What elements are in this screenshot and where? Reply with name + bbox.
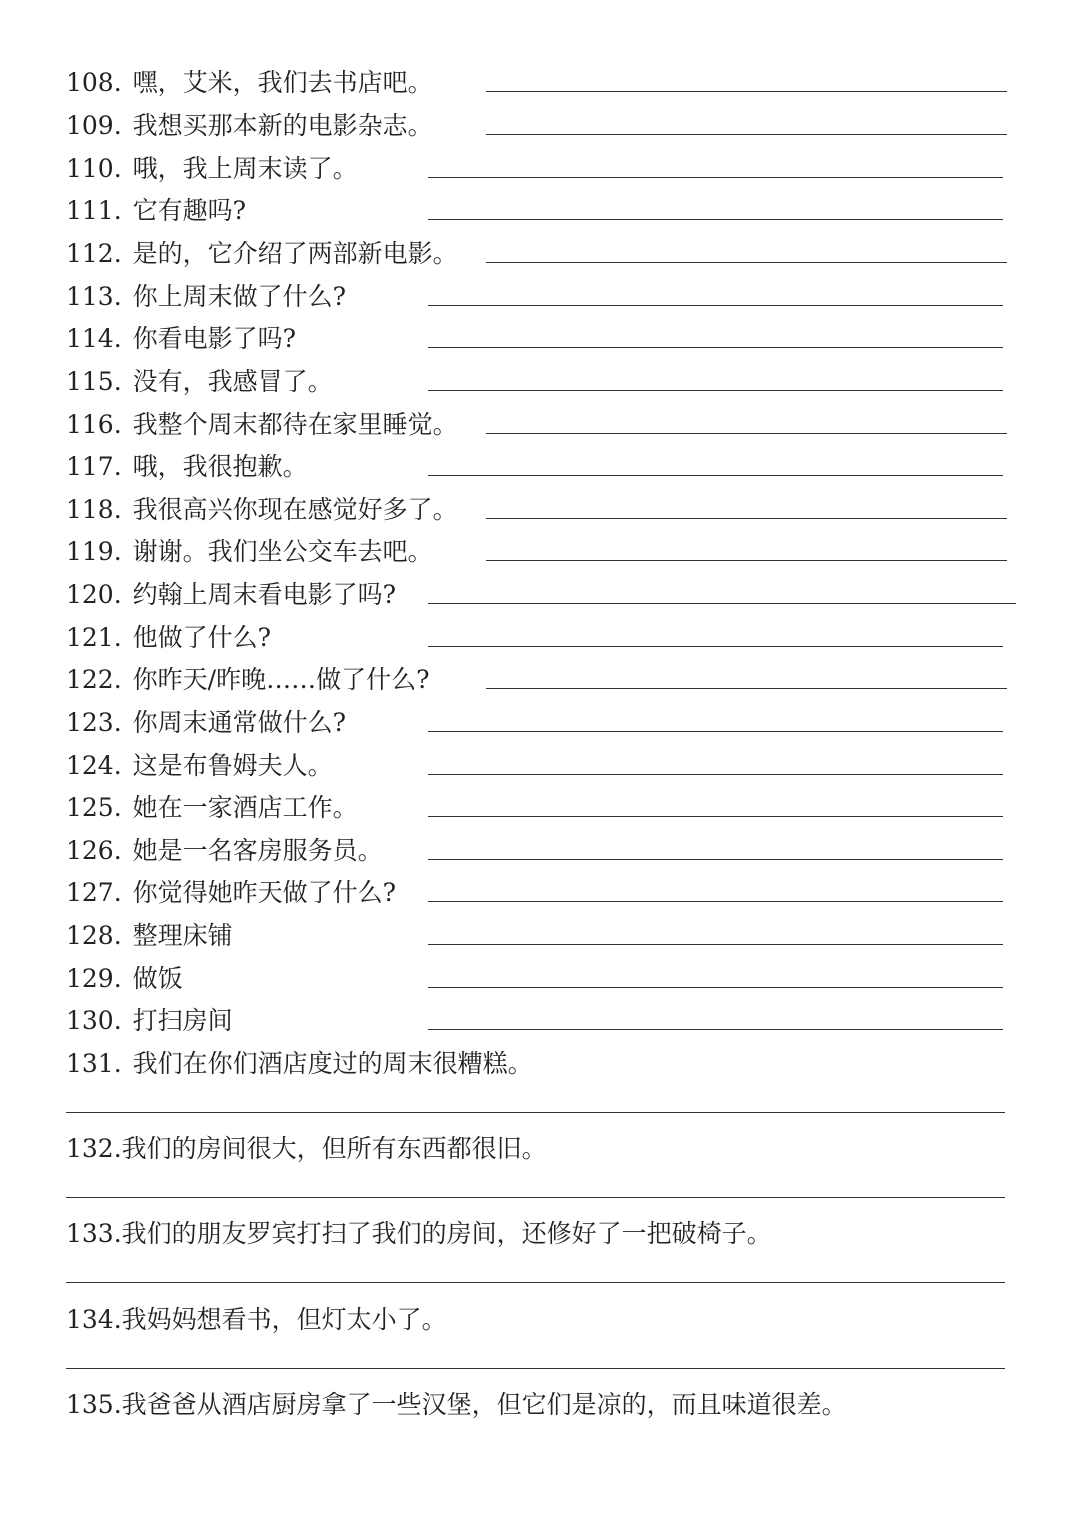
answer-blank-111[interactable] (428, 219, 1003, 220)
item-number: 120. (66, 580, 122, 609)
answer-blank-132[interactable] (66, 1197, 1005, 1198)
answer-blank-125[interactable] (428, 816, 1003, 817)
item-number: 132. (66, 1134, 122, 1163)
exercise-item-131 (66, 1047, 533, 1081)
answer-blank-121[interactable] (428, 646, 1003, 647)
answer-blank-131[interactable] (66, 1112, 1005, 1113)
answer-blank-120[interactable] (428, 603, 1016, 604)
item-text: 是的，它介绍了两部新电影。 (132, 239, 458, 268)
item-number: 121. (66, 623, 122, 652)
answer-blank-115[interactable] (428, 390, 1003, 391)
answer-blank-118[interactable] (486, 518, 1007, 519)
exercise-item-116 (66, 408, 458, 442)
answer-blank-108[interactable] (486, 91, 1007, 92)
item-text: 我们在你们酒店度过的周末很糟糕。 (132, 1049, 533, 1078)
item-text: 没有，我感冒了。 (132, 367, 333, 396)
item-number: 118. (66, 495, 122, 524)
item-text: 整理床铺 (132, 921, 233, 950)
answer-blank-109[interactable] (486, 134, 1007, 135)
exercise-item-120 (66, 578, 396, 612)
item-number: 127. (66, 878, 122, 907)
item-number: 112. (66, 239, 122, 268)
item-text: 她是一名客房服务员。 (132, 836, 383, 865)
exercise-item-119 (66, 535, 433, 569)
exercise-item-115 (66, 365, 333, 399)
answer-blank-117[interactable] (428, 475, 1003, 476)
exercise-item-133 (66, 1217, 772, 1251)
item-number: 131. (66, 1049, 122, 1078)
answer-blank-126[interactable] (428, 859, 1003, 860)
item-text: 我想买那本新的电影杂志。 (132, 111, 433, 140)
exercise-item-129 (66, 962, 183, 996)
item-text: 做饭 (132, 964, 183, 993)
answer-blank-133[interactable] (66, 1282, 1005, 1283)
item-number: 124. (66, 751, 122, 780)
exercise-item-113 (66, 280, 346, 314)
item-number: 135. (66, 1390, 122, 1419)
item-text: 我整个周末都待在家里睡觉。 (132, 410, 458, 439)
exercise-item-114 (66, 322, 296, 356)
item-text: 我们的房间很大，但所有东西都很旧。 (121, 1134, 547, 1163)
answer-blank-123[interactable] (428, 731, 1003, 732)
item-text: 嘿，艾米，我们去书店吧。 (132, 68, 433, 97)
item-text: 这是布鲁姆夫人。 (132, 751, 333, 780)
answer-blank-129[interactable] (428, 987, 1003, 988)
item-text: 打扫房间 (132, 1006, 233, 1035)
item-text: 我妈妈想看书，但灯太小了。 (121, 1305, 447, 1334)
item-number: 111. (66, 196, 122, 225)
exercise-item-108 (66, 66, 433, 100)
exercise-item-111 (66, 194, 246, 228)
exercise-item-117 (66, 450, 308, 484)
exercise-item-109 (66, 109, 433, 143)
item-text: 他做了什么? (132, 623, 272, 652)
answer-blank-112[interactable] (486, 262, 1007, 263)
exercise-item-127 (66, 876, 396, 910)
answer-blank-110[interactable] (428, 177, 1003, 178)
item-text: 你看电影了吗? (132, 324, 297, 353)
item-text: 她在一家酒店工作。 (132, 793, 358, 822)
item-number: 134. (66, 1305, 122, 1334)
exercise-item-122 (66, 663, 430, 697)
answer-blank-124[interactable] (428, 774, 1003, 775)
item-number: 128. (66, 921, 122, 950)
item-number: 113. (66, 282, 122, 311)
answer-blank-130[interactable] (428, 1029, 1003, 1030)
item-text: 你昨天/昨晚……做了什么? (132, 665, 430, 694)
answer-blank-122[interactable] (486, 688, 1007, 689)
item-text: 你上周末做了什么? (132, 282, 347, 311)
item-text: 它有趣吗? (132, 196, 247, 225)
exercise-item-128 (66, 919, 233, 953)
item-number: 129. (66, 964, 122, 993)
item-number: 117. (66, 452, 122, 481)
answer-blank-134[interactable] (66, 1368, 1005, 1369)
item-number: 116. (66, 410, 122, 439)
item-number: 133. (66, 1219, 122, 1248)
answer-blank-116[interactable] (486, 433, 1007, 434)
answer-blank-128[interactable] (428, 944, 1003, 945)
exercise-item-134 (66, 1303, 447, 1337)
item-text: 我很高兴你现在感觉好多了。 (132, 495, 458, 524)
exercise-item-121 (66, 621, 271, 655)
item-number: 110. (66, 154, 122, 183)
exercise-item-125 (66, 791, 358, 825)
item-number: 126. (66, 836, 122, 865)
item-text: 哦，我很抱歉。 (132, 452, 308, 481)
exercise-item-130 (66, 1004, 233, 1038)
item-number: 125. (66, 793, 122, 822)
exercise-item-135 (66, 1388, 847, 1422)
item-number: 123. (66, 708, 122, 737)
answer-blank-127[interactable] (428, 901, 1003, 902)
item-text: 我爸爸从酒店厨房拿了一些汉堡，但它们是凉的，而且味道很差。 (121, 1390, 847, 1419)
item-number: 122. (66, 665, 122, 694)
answer-blank-119[interactable] (486, 560, 1007, 561)
item-text: 你周末通常做什么? (132, 708, 347, 737)
item-text: 我们的朋友罗宾打扫了我们的房间，还修好了一把破椅子。 (121, 1219, 772, 1248)
item-text: 谢谢。我们坐公交车去吧。 (132, 537, 433, 566)
item-text: 约翰上周末看电影了吗? (132, 580, 397, 609)
exercise-item-123 (66, 706, 346, 740)
item-number: 130. (66, 1006, 122, 1035)
exercise-item-124 (66, 749, 333, 783)
item-text: 哦，我上周末读了。 (132, 154, 358, 183)
item-number: 115. (66, 367, 122, 396)
answer-blank-114[interactable] (428, 347, 1003, 348)
exercise-item-118 (66, 493, 458, 527)
exercise-item-132 (66, 1132, 547, 1166)
exercise-item-126 (66, 834, 383, 868)
exercise-item-112 (66, 237, 458, 271)
item-number: 109. (66, 111, 122, 140)
item-number: 119. (66, 537, 122, 566)
item-number: 108. (66, 68, 122, 97)
item-text: 你觉得她昨天做了什么? (132, 878, 397, 907)
item-number: 114. (66, 324, 122, 353)
answer-blank-113[interactable] (428, 305, 1003, 306)
exercise-item-110 (66, 152, 358, 186)
